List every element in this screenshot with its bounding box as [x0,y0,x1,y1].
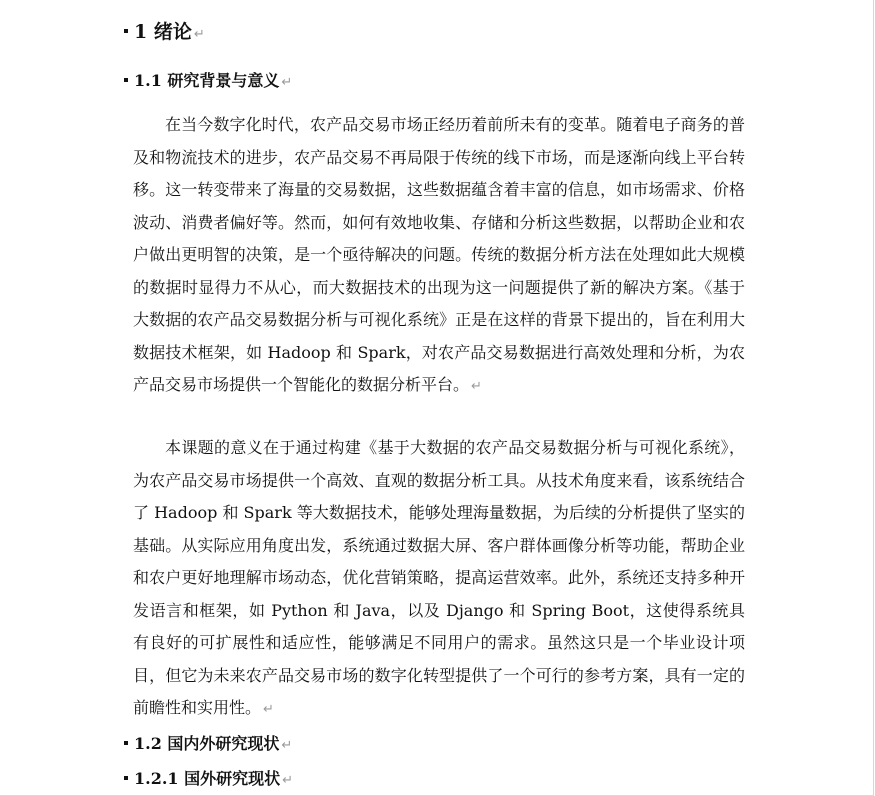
heading-bullet-icon [124,741,128,745]
heading-bullet-icon [124,78,128,82]
subsection-heading-foreign-research [124,767,293,793]
heading-bullet-icon [124,776,128,780]
paragraph-mark-icon: ↵ [282,773,294,788]
paragraph-mark-icon: ↵ [193,27,205,42]
background-paragraph-text: 在当今数字化时代，农产品交易市场正经历着前所未有的变革。随着电子商务的普及和物流技术的进步，农产品交易不再局限于传统的线下市场，而是逐渐向线上平台转移。这一转变带来了海量的交易数据，这些数据蕴含着丰富的信息，如市场需求、价格波动、消费者偏好等。然而，如何有效地收集、存储和分析这些数据，以帮助企业和农户做出更明智的决策，是一个亟待解决的问题。传统的数据分析方法在处理如此大规模的数据时显得力不从心，而大数据技术的出现为这一问题提供了新的解决方案。《基于大数据的农产品交易数据分析与可视化系统》正是在这样的背景下提出的，旨在利用大数据技术框架，如 Hadoop 和 Spark，对农产品交易数据进行高效处理和分析，为农产品交易市场提供一个智能化的数据分析平台。 [133,115,745,394]
significance-paragraph-text: 本课题的意义在于通过构建《基于大数据的农产品交易数据分析与可视化系统》，为农产品交易市场提供一个高效、直观的数据分析工具。从技术角度来看，该系统结合了 Hadoop 和 Spark 等大数据技术，能够处理海量数据，为后续的分析提供了坚实的基础。从实际应用角度出发，系统通过数据大屏、客户群体画像分析等功能，帮助企业和农户更好地理解市场动态，优化营销策略，提高运营效率。此外，系统还支持多种开发语言和框架，如 Python 和 Java，以及 Django 和 Spring Boot，这使得系统具有良好的可扩展性和适应性，能够满足不同用户的需求。虽然这只是一个毕业设计项目，但它为未来农产品交易市场的数字化转型提供了一个可行的参考方案，具有一定的前瞻性和实用性。 [133,438,745,717]
section-heading-research-status-text: 1.2 国内外研究现状 [134,734,280,753]
paragraph-mark-icon: ↵ [471,379,482,394]
section-heading-research-status [124,732,292,758]
section-heading-background-text: 1.1 研究背景与意义 [134,71,280,90]
chapter-heading-text: 1 绪论 [134,21,192,43]
significance-paragraph [133,432,745,727]
subsection-heading-foreign-research-text: 1.2.1 国外研究现状 [134,769,281,788]
paragraph-mark-icon: ↵ [281,738,293,753]
section-heading-background [124,69,292,95]
paragraph-mark-icon: ↵ [263,702,274,717]
chapter-heading [124,18,205,49]
background-paragraph [133,109,745,404]
paragraph-mark-icon: ↵ [281,75,293,90]
heading-bullet-icon [124,29,128,33]
